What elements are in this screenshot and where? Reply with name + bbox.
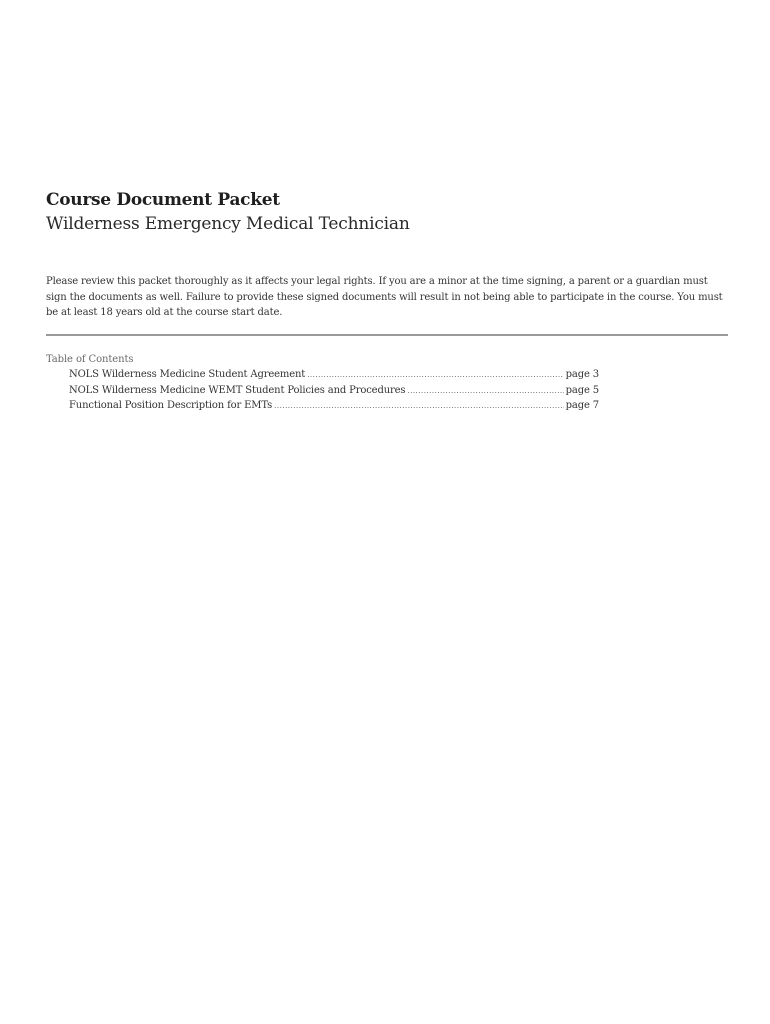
- toc-heading: Table of Contents: [46, 354, 134, 365]
- toc-leader-dots: [307, 371, 563, 379]
- section-divider: [46, 334, 728, 336]
- toc-entry-label: NOLS Wilderness Medicine WEMT Student Policies and Procedures: [69, 384, 406, 396]
- toc-leader-dots: [407, 387, 563, 395]
- toc-leader-dots: [274, 402, 564, 410]
- table-of-contents: [69, 369, 599, 416]
- toc-entry-position-description: [69, 400, 599, 416]
- toc-entry-student-agreement: [69, 369, 599, 385]
- toc-entry-page: page 5: [565, 384, 599, 396]
- document-subtitle: Wilderness Emergency Medical Technician: [46, 214, 410, 234]
- toc-entry-page: page 7: [565, 400, 599, 412]
- toc-entry-policies-procedures: [69, 385, 599, 401]
- intro-paragraph: Please review this packet thoroughly as it affects your legal rights. If you are a minor at the time signing, a parent or a guardian must sign the documents as well. Failure to provide these signed documents will result in not being able to participate in the course. You must be at least 18 years old at the course start date.: [46, 276, 723, 319]
- toc-entry-page: page 3: [565, 369, 599, 380]
- toc-entry-label: Functional Position Description for EMTs: [69, 400, 273, 412]
- document-title: Course Document Packet: [46, 190, 280, 210]
- toc-entry-label: NOLS Wilderness Medicine Student Agreement: [69, 369, 306, 380]
